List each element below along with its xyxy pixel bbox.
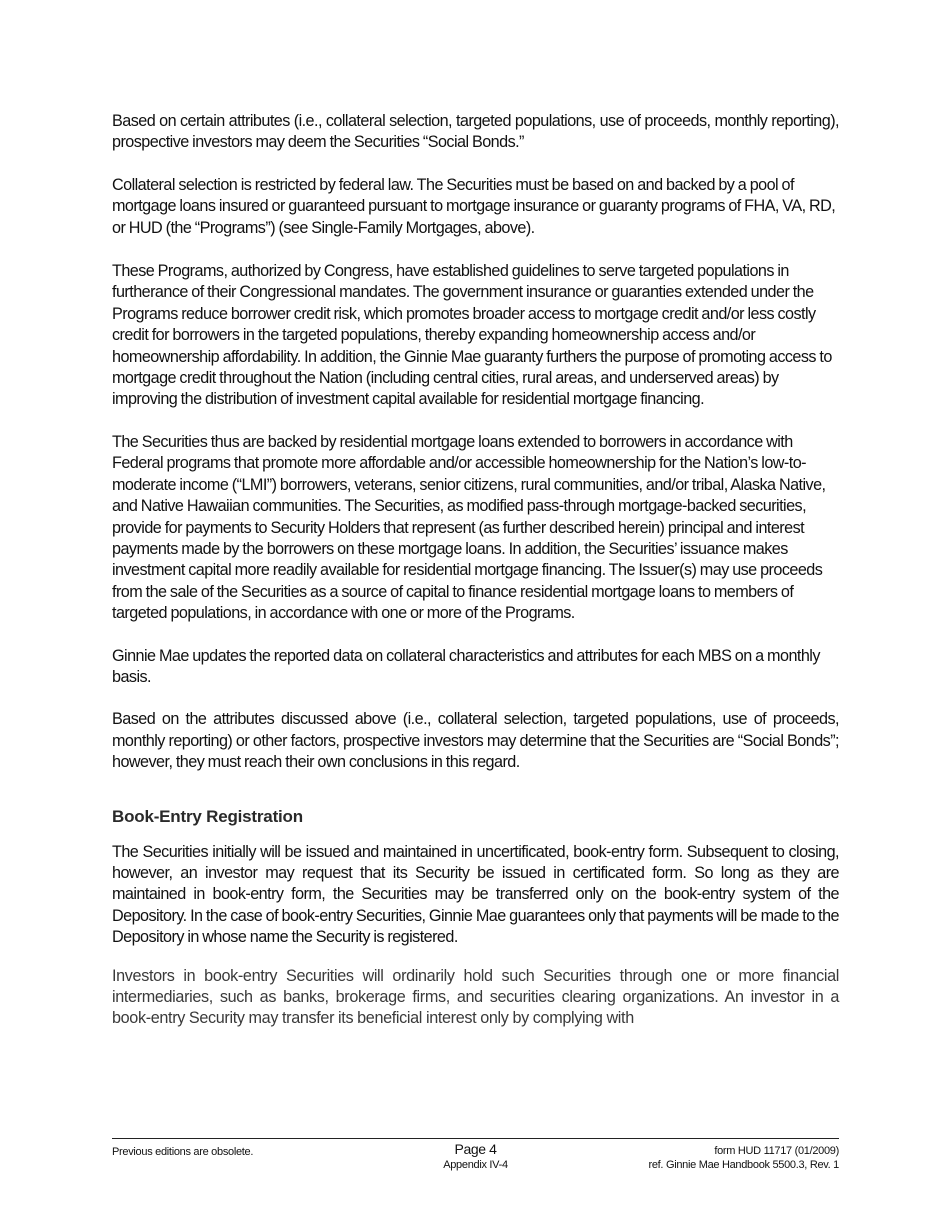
section-heading-book-entry: Book-Entry Registration xyxy=(112,806,303,826)
footer-divider xyxy=(112,1138,839,1139)
footer-form-info xyxy=(649,1144,840,1172)
paragraph-collateral-selection: Collateral selection is restricted by federal law. The Securities must be based on and backed by a pool of mortgage loans insured or guaranteed pursuant to mortgage insurance or guaranty programs of FHA, VA, RD, or HUD (the “Programs”) (see Single-Family Mortgages, above). xyxy=(112,175,836,237)
appendix-label: Appendix IV-4 xyxy=(443,1159,508,1171)
paragraph-social-bonds-intro: Based on certain attributes (i.e., collateral selection, targeted populations, use of proceeds, monthly reporting), prospective investors may deem the Securities “Social Bonds.” xyxy=(112,112,839,152)
handbook-reference: ref. Ginnie Mae Handbook 5500.3, Rev. 1 xyxy=(648,1159,839,1171)
paragraph-programs: These Programs, authorized by Congress, have established guidelines to serve targeted populations in furtherance of their Congressional mandates. The government insurance or guaranties extended under the Programs reduce borrower credit risk, which promotes broader access to mortgage credit and/or less costly credit for borrowers in the targeted populations, thereby expanding homeownership access and/or homeownership affordability. In addition, the Ginnie Mae guaranty furthers the purpose of promoting access to mortgage credit throughout the Nation (including central cities, rural areas, and underserved areas) by improving the distribution of investment capital available for residential mortgage financing. xyxy=(112,262,832,409)
paragraph-securities-backing: The Securities thus are backed by residential mortgage loans extended to borrowers in accordance with Federal programs that promote more affordable and/or accessible homeownership for the Nation’s low-to-moderate income (“LMI”) borrowers, veterans, senior citizens, rural communities, and/or tribal, Alaska Native, and Native Hawaiian communities. The Securities, as modified pass-through mortgage-backed securities, provide for payments to Security Holders that represent (as further described herein) principal and interest payments made by the borrowers on these mortgage loans. In addition, the Securities’ issuance makes investment capital more readily available for residential mortgage financing. The Issuer(s) may use proceeds from the sale of the Securities as a source of capital to finance residential mortgage loans to members of targeted populations, in accordance with one or more of the Programs. xyxy=(112,432,826,623)
paragraph-book-entry-investors: Investors in book-entry Securities will ordinarily hold such Securities through one or more financial intermediaries, such as banks, brokerage firms, and securities clearing organizations. An investor in a book-entry Security may transfer its beneficial interest only by complying with xyxy=(112,966,839,1028)
page-footer xyxy=(112,1141,839,1181)
document-body xyxy=(112,111,839,1050)
paragraph-book-entry-form: The Securities initially will be issued and maintained in uncertificated, book-entry form. Subsequent to closing, however, an investor may request that its Security be issued in certificated form. So long as they are maintained in book-entry form, the Securities may be transferred only on the book-entry system of the Depository. In the case of book-entry Securities, Ginnie Mae guarantees only that payments will be made to the Depository in whose name the Security is registered. xyxy=(112,842,840,947)
paragraph-data-updates: Ginnie Mae updates the reported data on collateral characteristics and attributes for each MBS on a monthly basis. xyxy=(112,646,820,686)
page-number: Page 4 xyxy=(454,1141,497,1157)
form-number: form HUD 11717 (01/2009) xyxy=(714,1145,839,1157)
paragraph-social-bonds-conclusion: Based on the attributes discussed above (i.e., collateral selection, targeted populations, use of proceeds, monthly reporting) or other factors, prospective investors may determine that the Securities are “Social Bonds”; however, they must reach their own conclusions in this regard. xyxy=(112,710,839,772)
footer-obsolete-note: Previous editions are obsolete. xyxy=(112,1146,254,1158)
